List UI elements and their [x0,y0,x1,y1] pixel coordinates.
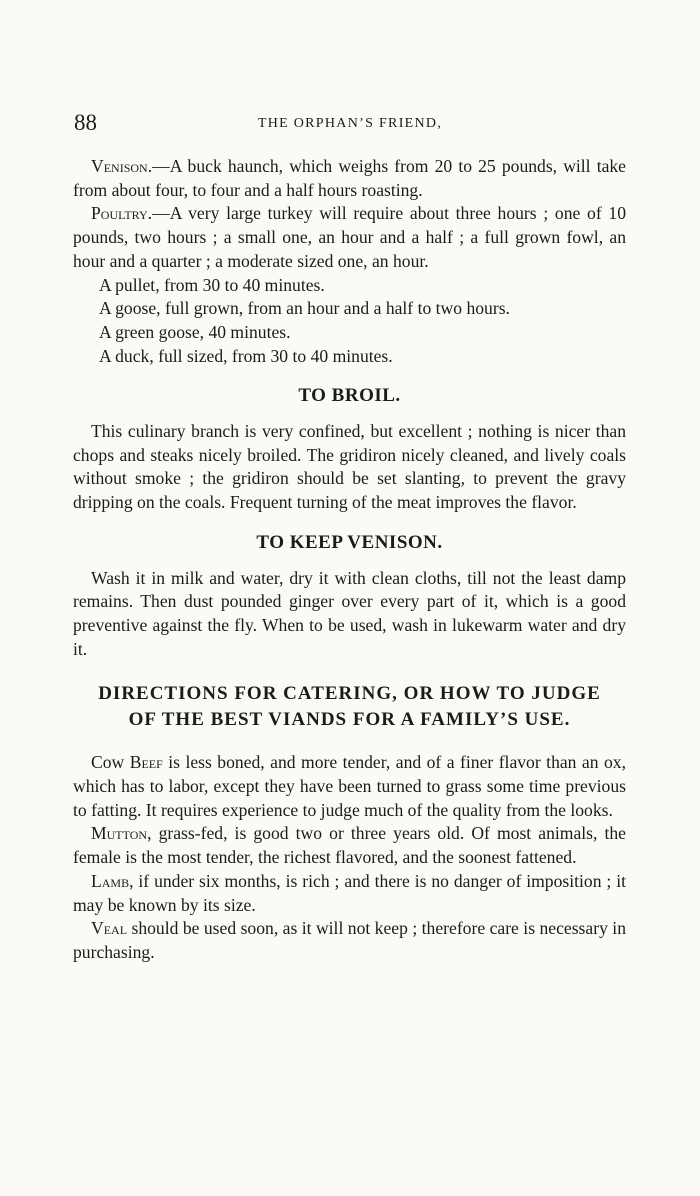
beef-term: Beef [129,752,163,773]
catering-heading-line1: DIRECTIONS FOR CATERING, OR HOW TO JUDGE [98,683,601,705]
beef-lead: Cow [91,752,130,773]
mutton-text: , grass-fed, is good two or three years old. Of most animals, the female is the most tender, the richest flavored, and the soonest fattened. [73,823,626,868]
goose-line: A goose, full grown, from an hour and a half to two hours. [99,298,510,319]
green-goose-line: A green goose, 40 minutes. [99,321,291,342]
lamb-text: , if under six months, is rich ; and there is no danger of imposition ; it may be known by its size. [73,870,626,915]
veal-paragraph [73,917,626,964]
mutton-paragraph [73,822,626,869]
duck-line: A duck, full sized, from 30 to 40 minutes. [99,345,393,366]
poultry-term: Poultry. [91,203,153,224]
venison-term: Venison. [91,156,153,176]
veal-text: should be used soon, as it will not keep ; therefore care is necessary in purchasing. [73,918,626,962]
poultry-text: —A very large turkey will require about three hours ; one of 10 pounds, two hours ; a small one, an hour and a half ; a full grown fowl, an hour and a quarter ; a moderate sized one, an hour. [73,203,626,271]
beef-paragraph [73,751,626,822]
lamb-paragraph [73,870,626,917]
venison-roasting-text: —A buck haunch, which weighs from 20 to 25 pounds, will take from about four, to four and a half hours roasting. [73,156,626,200]
page-body [73,155,626,965]
lamb-term: Lamb [91,870,130,891]
to-keep-venison-paragraph: Wash it in milk and water, dry it with clean cloths, till not the least damp remains. Then dust pounded ginger over every part of it, which is a good preventive against the fly. When to be used, wash in lukewarm water and dry it. [73,567,626,659]
to-broil-paragraph: This culinary branch is very confined, but excellent ; nothing is nicer than chops and steaks nicely broiled. The gridiron nicely cleaned, and lively coals without smoke ; the gridiron should be set slanting, to prevent the gravy dripping on the coals. Frequent turning of the meat improves the flavor. [73,421,626,513]
to-keep-venison-heading: TO KEEP VENISON. [256,531,443,553]
beef-text: is less boned, and more tender, and of a finer flavor than an ox, which has to labor, except they have been turned to grass some time previous to fatting. It requires experience to judge much of the quality from the looks. [73,752,626,820]
mutton-term: Mutton [91,823,148,844]
poultry-paragraph [73,202,626,273]
veal-term: Veal [91,918,128,939]
venison-roasting-paragraph [73,155,626,202]
page-number: 88 [74,110,97,135]
catering-heading [73,681,626,733]
catering-heading-line2: OF THE BEST VIANDS FOR A FAMILY’S USE. [128,709,571,731]
pullet-line: A pullet, from 30 to 40 minutes. [99,274,325,295]
to-broil-heading: TO BROIL. [298,385,401,407]
running-title: THE ORPHAN’S FRIEND, [257,116,443,131]
page-header [0,110,700,140]
